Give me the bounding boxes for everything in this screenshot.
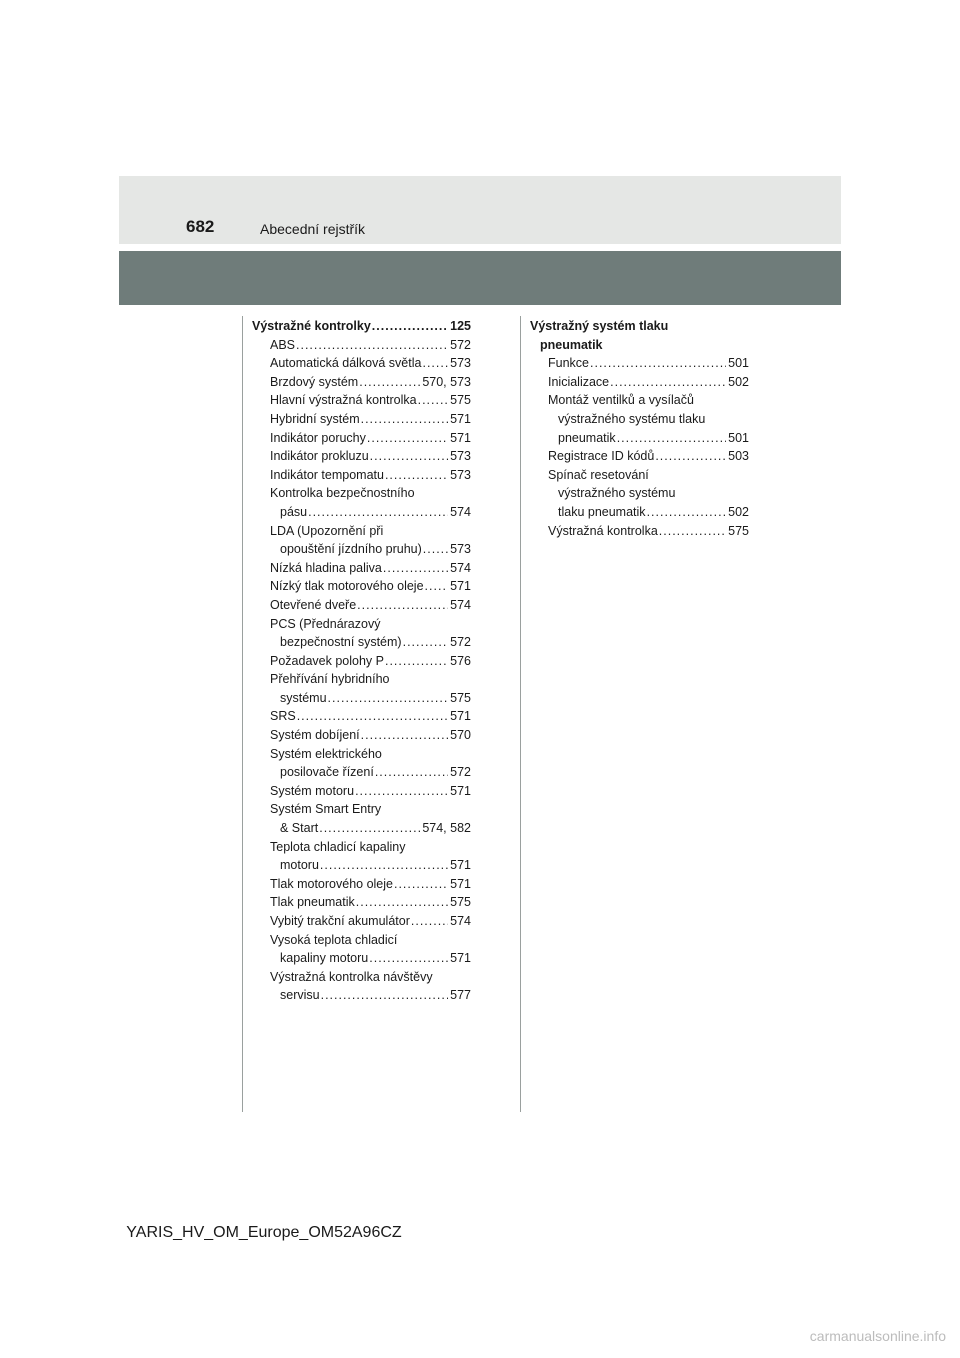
index-entry	[530, 503, 749, 522]
index-entry-text: posilovače řízení	[280, 765, 374, 780]
index-page-ref: 570, 573	[422, 374, 471, 389]
index-entry-text: výstražného systému	[558, 486, 676, 501]
index-entry	[252, 577, 471, 596]
index-entry	[252, 856, 471, 875]
index-page-ref: 571	[450, 858, 471, 873]
index-entry-text: Systém dobíjení	[270, 728, 360, 743]
index-entry	[252, 986, 471, 1005]
index-entry-line	[530, 317, 749, 336]
leader-dots	[411, 912, 448, 931]
index-entry	[252, 633, 471, 652]
index-entry-text: opouštění jízdního pruhu)	[280, 542, 422, 557]
index-entry-text: Nízký tlak motorového oleje	[270, 579, 424, 594]
leader-dots	[370, 447, 448, 466]
index-entry-text: Systém motoru	[270, 783, 355, 798]
index-page-ref: 501	[728, 356, 749, 371]
index-entry-text: Výstražná kontrolka	[548, 523, 658, 538]
index-page-ref: 503	[728, 449, 749, 464]
index-page-ref: 501	[728, 430, 749, 445]
leader-dots	[394, 875, 448, 894]
index-entry-text: Otevřené dveře	[270, 597, 357, 612]
index-entry-text: Hybridní systém	[270, 411, 360, 426]
leader-dots	[403, 633, 449, 652]
leader-dots	[590, 354, 726, 373]
leader-dots	[418, 391, 449, 410]
index-entry-text: Tlak pneumatik	[270, 895, 355, 910]
index-entry-text: bezpečnostní systém)	[280, 635, 402, 650]
index-entry	[252, 912, 471, 931]
index-entry	[252, 782, 471, 801]
index-entry-line	[252, 745, 471, 764]
index-page-ref: 502	[728, 374, 749, 389]
index-entry-line	[530, 336, 749, 355]
column-rule-right	[520, 316, 521, 1112]
index-entry-text: kapaliny motoru	[280, 951, 369, 966]
index-page-ref: 574	[450, 504, 471, 519]
index-page-ref: 574	[450, 914, 471, 928]
index-page-ref: 502	[728, 504, 749, 519]
leader-dots	[369, 949, 448, 968]
index-entry	[530, 354, 749, 373]
index-entry-text: tlaku pneumatik	[558, 504, 646, 519]
index-page-ref: 577	[450, 988, 471, 1003]
index-entry	[252, 410, 471, 429]
index-entry	[252, 466, 471, 485]
index-entry	[252, 726, 471, 745]
leader-dots	[367, 429, 448, 448]
leader-dots	[319, 819, 420, 838]
manual-code: YARIS_HV_OM_Europe_OM52A96CZ	[126, 1224, 402, 1241]
index-entry	[252, 540, 471, 559]
index-entry-text: Montáž ventilků a vysílačů	[548, 393, 694, 408]
index-entry-text: SRS	[270, 709, 296, 724]
index-page-ref: 574	[450, 560, 471, 575]
leader-dots	[361, 410, 449, 429]
index-column-right	[530, 317, 749, 540]
index-entry	[252, 875, 471, 894]
index-entry	[530, 522, 749, 541]
index-entry-text: Indikátor poruchy	[270, 430, 366, 445]
section-title: Abecední rejstřík	[260, 221, 366, 237]
index-entry	[252, 559, 471, 578]
index-entry-text: Registrace ID kódů	[548, 449, 655, 464]
index-page-ref: 573	[450, 467, 471, 482]
index-entry-text: Požadavek polohy P	[270, 653, 384, 668]
leader-dots	[375, 763, 448, 782]
index-entry	[252, 447, 471, 466]
index-page-ref: 575	[450, 690, 471, 705]
index-column-left	[252, 317, 471, 1005]
index-entry-line	[530, 466, 749, 485]
index-entry-line	[252, 968, 471, 987]
index-page-ref: 571	[450, 709, 471, 724]
index-page-ref: 571	[450, 579, 471, 594]
index-entry-text: Systém Smart Entry	[270, 802, 382, 817]
index-entry-text: Indikátor tempomatu	[270, 467, 384, 482]
index-page-ref: 572	[450, 635, 471, 650]
index-entry-text: Inicializace	[548, 374, 610, 389]
index-page-ref: 572	[450, 765, 471, 780]
leader-dots	[372, 317, 448, 336]
index-page-ref: 575	[450, 393, 471, 408]
index-entry-text: Kontrolka bezpečnostního	[270, 486, 415, 501]
leader-dots	[355, 782, 448, 801]
index-entry-text: & Start	[280, 821, 319, 836]
index-entry	[252, 893, 471, 912]
index-page-ref: 571	[450, 783, 471, 798]
index-entry	[252, 391, 471, 410]
index-page-ref: 575	[728, 523, 749, 538]
index-entry-text: ABS	[270, 337, 296, 352]
index-entry-line	[252, 484, 471, 503]
index-entry	[252, 707, 471, 726]
index-entry-text: pneumatik	[558, 430, 616, 445]
index-entry	[252, 596, 471, 615]
leader-dots	[610, 373, 726, 392]
index-entry	[530, 373, 749, 392]
leader-dots	[296, 336, 448, 355]
index-entry	[252, 819, 471, 838]
leader-dots	[425, 577, 449, 596]
index-entry	[252, 373, 471, 392]
index-page-ref: 574	[450, 597, 471, 612]
index-entry-text: LDA (Upozornění při	[270, 523, 384, 538]
index-entry	[530, 429, 749, 448]
index-entry-text: pneumatik	[540, 337, 603, 352]
index-entry-line	[530, 484, 749, 503]
leader-dots	[423, 540, 448, 559]
index-entry-text: systému	[280, 690, 327, 705]
index-entry-line	[252, 800, 471, 819]
index-entry-text: výstražného systému tlaku	[558, 411, 706, 426]
index-page-ref: 573	[450, 449, 471, 464]
index-page-ref: 571	[450, 411, 471, 426]
leader-dots	[308, 503, 448, 522]
leader-dots	[361, 726, 449, 745]
index-entry	[252, 503, 471, 522]
leader-dots	[617, 429, 726, 448]
index-entry	[252, 336, 471, 355]
index-page-ref: 571	[450, 951, 471, 966]
index-entry	[252, 763, 471, 782]
index-page-ref: 571	[450, 876, 471, 891]
column-rule-left	[242, 316, 243, 1112]
leader-dots	[297, 707, 448, 726]
index-page-ref: 574, 582	[422, 821, 471, 836]
index-entry-text: Vybitý trakční akumulátor	[270, 914, 410, 928]
index-entry-line	[252, 931, 471, 950]
index-entry-line	[530, 391, 749, 410]
index-entry	[252, 317, 471, 336]
index-entry-text: Systém elektrického	[270, 746, 382, 761]
leader-dots	[320, 856, 448, 875]
section-tab-band	[119, 251, 841, 305]
leader-dots	[356, 893, 448, 912]
leader-dots	[385, 652, 448, 671]
leader-dots	[422, 354, 448, 373]
index-page-ref: 576	[450, 653, 471, 668]
leader-dots	[359, 373, 420, 392]
leader-dots	[357, 596, 448, 615]
watermark: carmanualsonline.info	[809, 1328, 946, 1344]
index-entry-line	[530, 410, 749, 429]
index-entry-text: Brzdový systém	[270, 374, 359, 389]
index-entry-text: Nízká hladina paliva	[270, 560, 382, 575]
index-entry-text: Indikátor prokluzu	[270, 449, 369, 464]
index-entry-text: Výstražná kontrolka návštěvy	[270, 969, 433, 984]
index-page-ref: 573	[450, 356, 471, 371]
index-page-ref: 575	[450, 895, 471, 910]
index-page-ref: 573	[450, 542, 471, 557]
leader-dots	[659, 522, 726, 541]
index-entry-text: Hlavní výstražná kontrolka	[270, 393, 417, 408]
index-entry-text: Teplota chladicí kapaliny	[270, 839, 406, 854]
index-page-ref: 125	[450, 319, 471, 333]
index-entry	[252, 949, 471, 968]
index-entry-text: Funkce	[548, 356, 589, 371]
leader-dots	[647, 503, 727, 522]
index-page-ref: 572	[450, 337, 471, 352]
leader-dots	[385, 466, 448, 485]
index-entry-text: Výstražné kontrolky	[252, 319, 371, 333]
index-entry-text: Tlak motorového oleje	[270, 876, 393, 891]
index-entry-line	[252, 522, 471, 541]
page-number: 682	[186, 217, 215, 236]
index-entry-text: Přehřívání hybridního	[270, 672, 390, 687]
leader-dots	[383, 559, 448, 578]
index-page-ref: 570	[450, 728, 471, 743]
header-bar	[119, 176, 841, 244]
index-entry-text: Výstražný systém tlaku	[530, 319, 669, 333]
leader-dots	[328, 689, 449, 708]
index-entry	[252, 652, 471, 671]
index-page-ref: 571	[450, 430, 471, 445]
index-entry-line	[252, 670, 471, 689]
leader-dots	[655, 447, 726, 466]
leader-dots	[321, 986, 449, 1005]
index-entry	[530, 447, 749, 466]
index-entry	[252, 689, 471, 708]
index-entry-text: pásu	[280, 504, 308, 519]
index-entry	[252, 354, 471, 373]
index-entry-line	[252, 615, 471, 634]
index-entry-line	[252, 838, 471, 857]
index-entry-text: Automatická dálková světla	[270, 356, 422, 371]
index-entry-text: Vysoká teplota chladicí	[270, 932, 398, 947]
index-entry-text: PCS (Přednárazový	[270, 616, 381, 631]
index-entry-text: servisu	[280, 988, 320, 1003]
index-entry-text: motoru	[280, 858, 319, 873]
index-entry-text: Spínač resetování	[548, 467, 649, 482]
index-entry	[252, 429, 471, 448]
